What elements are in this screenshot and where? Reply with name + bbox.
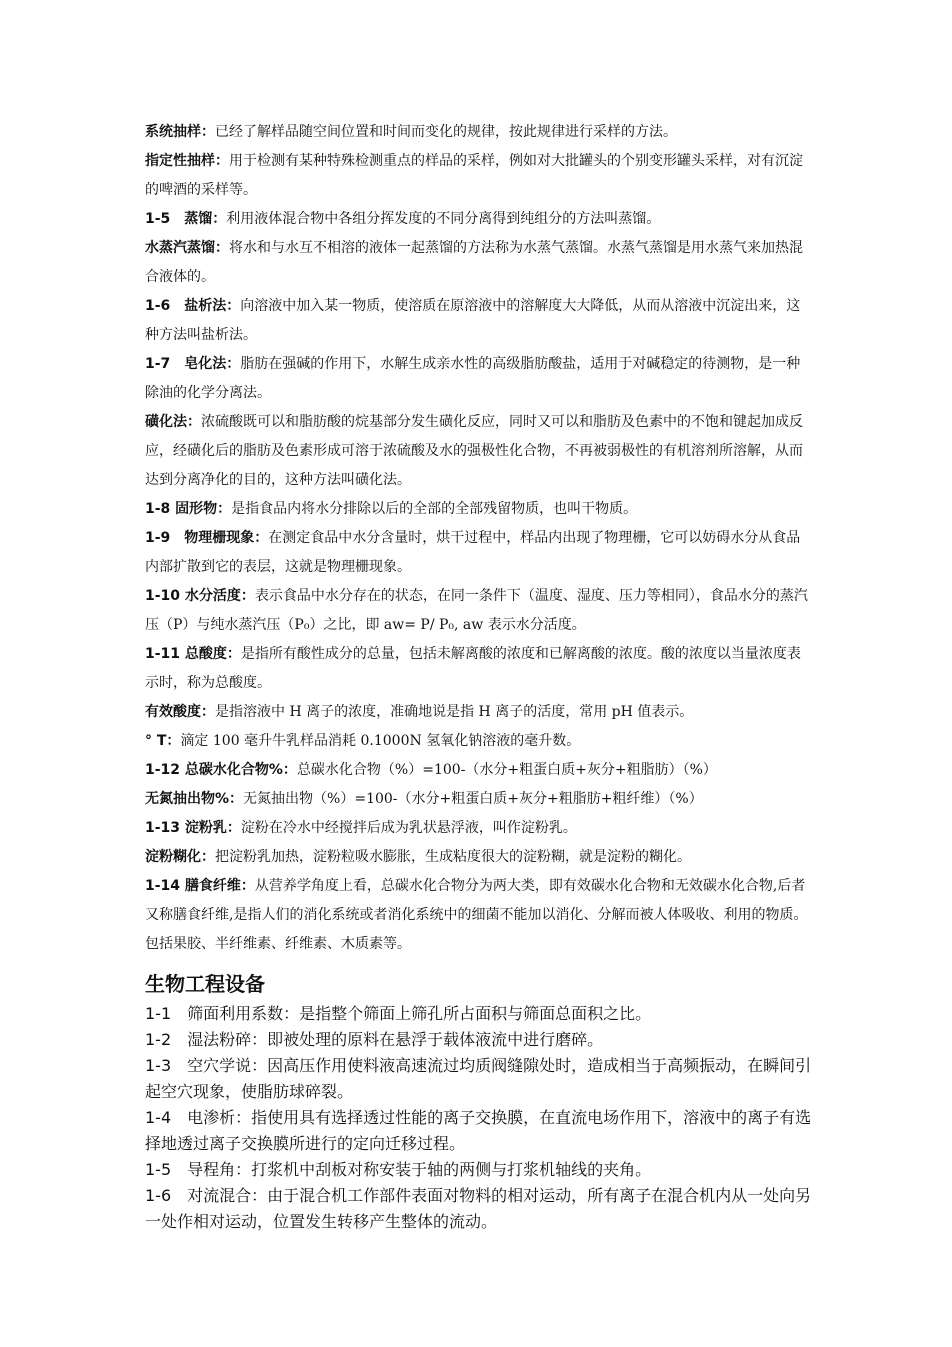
definition-text: 淀粉在冷水中经搅拌后成为乳状悬浮液，叫作淀粉乳。: [240, 820, 577, 836]
definition-term: 淀粉糊化：: [145, 849, 215, 865]
definition-text: 无氮抽出物（%）=100-（水分+粗蛋白质+灰分+粗脂肪+粗纤维）（%）: [243, 791, 703, 807]
definition-paragraph: [145, 234, 813, 292]
definition-term: 1-9 物理栅现象：: [145, 530, 269, 546]
definition-paragraph: [145, 698, 813, 727]
definition-paragraph: [145, 785, 813, 814]
definition-text: 浓硫酸既可以和脂肪酸的烷基部分发生磺化反应，同时又可以和脂肪及色素中的不饱和键起加成反应，经磺化后的脂肪及色素形成可溶于浓硫酸及水的强极性化合物，不再被弱极性的有机溶剂所溶解，从而达到分离净化的目的，这种方法叫磺化法。: [145, 414, 803, 488]
definition-text: 把淀粉乳加热，淀粉粒吸水膨胀，生成粘度很大的淀粉糊，就是淀粉的糊化。: [215, 849, 691, 865]
definition-paragraph: [145, 495, 813, 524]
definition-text: 是指所有酸性成分的总量，包括未解离酸的浓度和已解离酸的浓度。酸的浓度以当量浓度表示时，称为总酸度。: [145, 646, 801, 691]
definition-paragraph: [145, 640, 813, 698]
definition-paragraph: [145, 147, 813, 205]
definition-text: 是指食品内将水分排除以后的全部的全部残留物质，也叫干物质。: [231, 501, 638, 517]
definition-paragraph: [145, 408, 813, 495]
definition-term: 1-10 水分活度：: [145, 588, 255, 604]
definition-text: 用于检测有某种特殊检测重点的样品的采样，例如对大批罐头的个别变形罐头采样，对有沉淀的啤酒的采样等。: [145, 153, 803, 198]
definition-text: 总碳水化合物（%）=100-（水分+粗蛋白质+灰分+粗脂肪）（%）: [296, 762, 717, 778]
definition-paragraph: [145, 582, 813, 640]
definition-text: 滴定 100 毫升牛乳样品消耗 0.1000N 氢氧化钠溶液的毫升数。: [180, 733, 581, 749]
equipment-definition: 1-4 电渗析：指使用具有选择透过性能的离子交换膜，在直流电场作用下，溶液中的离子有选择地透过离子交换膜所进行的定向迁移过程。: [145, 1108, 812, 1153]
definition-term: 1-11 总酸度：: [145, 646, 241, 662]
definition-term: 无氮抽出物%：: [145, 791, 244, 807]
definition-paragraph: [145, 756, 813, 785]
definition-text: 向溶液中加入某一物质，使溶质在原溶液中的溶解度大大降低，从而从溶液中沉淀出来，这种方法叫盐析法。: [145, 298, 801, 343]
definition-paragraph: [145, 292, 813, 350]
definition-term: 磺化法：: [145, 414, 201, 430]
definition-term: 1-7 皂化法：: [145, 356, 241, 372]
equipment-definition: 1-6 对流混合：由于混合机工作部件表面对物料的相对运动，所有离子在混合机内从一处向另一处作相对运动，位置发生转移产生整体的流动。: [145, 1186, 812, 1231]
definition-text: 表示食品中水分存在的状态，在同一条件下（温度、湿度、压力等相同），食品水分的蒸汽压（P）与纯水蒸汽压（P₀）之比，即 aw= P/ P₀, aw 表示水分活度。: [145, 588, 808, 633]
definition-term: 系统抽样：: [145, 124, 215, 140]
document-page: [145, 118, 813, 1235]
definition-text: 从营养学角度上看，总碳水化合物分为两大类，即有效碳水化合物和无效碳水化合物,后者又称膳食纤维,是指人们的消化系统或者消化系统中的细菌不能加以消化、分解而被人体吸收、利用的物质。包括果胶、半纤维素、纤维素、木质素等。: [145, 878, 808, 952]
definition-text: 在测定食品中水分含量时，烘干过程中，样品内出现了物理栅，它可以妨碍水分从食品内部扩散到它的表层，这就是物理栅现象。: [145, 530, 801, 575]
definition-term: 水蒸汽蒸馏：: [145, 240, 229, 256]
definition-term: 1-12 总碳水化合物%：: [145, 762, 297, 778]
equipment-definition: 1-2 湿法粉碎：即被处理的原料在悬浮于载体液流中进行磨碎。: [145, 1030, 604, 1049]
definitions-section: [145, 118, 813, 959]
equipment-definitions-section: [145, 1001, 813, 1235]
definition-text: 利用液体混合物中各组分挥发度的不同分离得到纯组分的方法叫蒸馏。: [226, 211, 661, 227]
definition-text: 已经了解样品随空间位置和时间而变化的规律，按此规律进行采样的方法。: [215, 124, 677, 140]
definition-term: 1-6 盐析法：: [145, 298, 241, 314]
definition-text: 是指溶液中 H 离子的浓度，准确地说是指 H 离子的活度，常用 pH 值表示。: [215, 704, 694, 720]
definition-term: 1-8 固形物：: [145, 501, 232, 517]
definition-paragraph: [145, 843, 813, 872]
definition-paragraph: [145, 872, 813, 959]
equipment-definition: 1-5 导程角：打浆机中刮板对称安装于轴的两侧与打浆机轴线的夹角。: [145, 1160, 652, 1179]
definition-paragraph: [145, 205, 813, 234]
definition-term: 1-13 淀粉乳：: [145, 820, 241, 836]
definition-paragraph: [145, 350, 813, 408]
definition-text: 将水和与水互不相溶的液体一起蒸馏的方法称为水蒸气蒸馏。水蒸气蒸馏是用水蒸气来加热混合液体的。: [145, 240, 803, 285]
definition-term: 1-5 蒸馏：: [145, 211, 227, 227]
definition-term: 1-14 膳食纤维：: [145, 878, 255, 894]
equipment-definition: 1-3 空穴学说：因高压作用使料液高速流过均质阀缝隙处时，造成相当于高频振动，在瞬间引起空穴现象，使脂肪球碎裂。: [145, 1056, 812, 1101]
definition-paragraph: [145, 524, 813, 582]
definition-paragraph: [145, 814, 813, 843]
definition-paragraph: [145, 727, 813, 756]
definition-text: 脂肪在强碱的作用下，水解生成亲水性的高级脂肪酸盐，适用于对碱稳定的待测物，是一种除油的化学分离法。: [145, 356, 801, 401]
definition-term: 有效酸度：: [145, 704, 215, 720]
definition-term: 指定性抽样：: [145, 153, 229, 169]
section-heading: 生物工程设备: [145, 972, 265, 996]
equipment-definition: 1-1 筛面利用系数：是指整个筛面上筛孔所占面积与筛面总面积之比。: [145, 1004, 652, 1023]
definition-paragraph: [145, 118, 813, 147]
definition-term: ° T：: [145, 733, 181, 749]
